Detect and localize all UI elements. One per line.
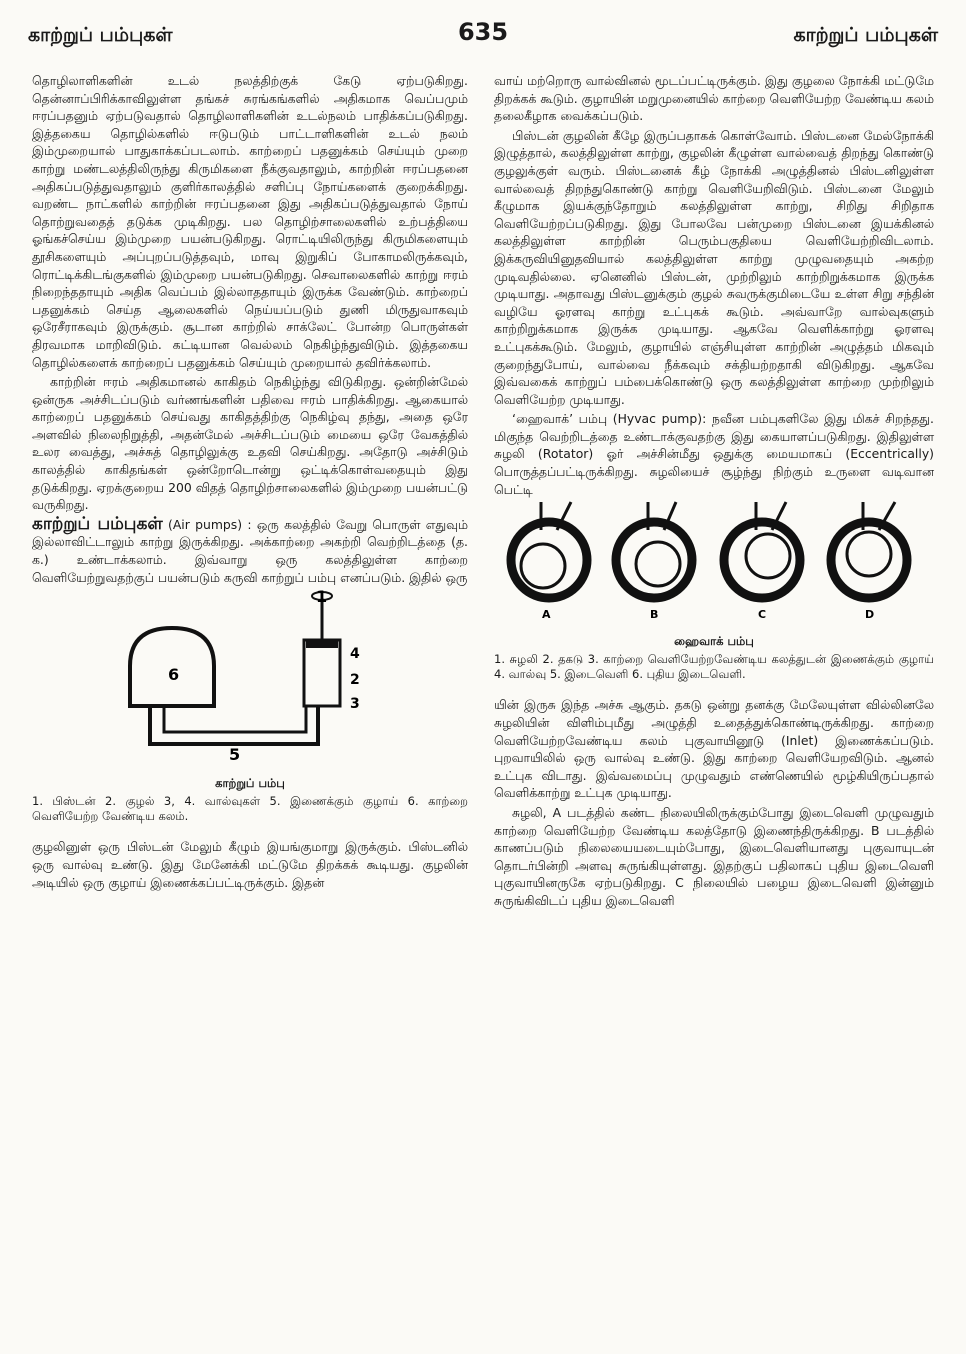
paragraph: காற்றின் ஈரம் அதிகமானல் காகிதம் நெகிழ்ந்து விடுகிறது. ஒன்றின்மேல் ஒன்ருக அச்சிடப்படும் வர்ணங்களின் பதிவை ஈரம் பாதிக்கிறது. ஆகையால் காற்றைப் பதனுக்கம் செய்வது காகிதத்திற்கு நெகிழ்வு தந்து, அதை ஒரே அளவில் நிலைநிறுத்தி, அதன்மேல் அச்சிடப்படும் மையை ஒரே வேகத்தில் உலர வைத்து, அச்சுத் தொழிலுக்கு உதவி செய்கிறது. அதோடு அச்சிடும் காலத்தில் காகிதங்கள் ஒன்றோடொன்று ஒட்டிக்கொள்வதையும் இது தடுக்கிறது. ஏறக்குறைய 200 விதத் தொழிற்சாலைகளில் இம்முறை பயன்பட்டு வருகிறது. bbox=[32, 374, 468, 513]
section-heading-english: (Air pumps) : bbox=[167, 516, 252, 532]
paragraph: ‘ஹைவாக்’ பம்பு (Hyvac pump): நவீன பம்புகளிலே இது மிகச் சிறந்தது. மிகுந்த வெற்றிடத்தை உண்டாக்குவதற்கு இது கையாளப்படுகிறது. இதிலுள்ள சுழலி (Rotator) ஓர் அச்சின்மீது ஒதுக்கு மையமாகப் (Eccentrically) பொருத்தப்பட்டிருக்கிறது. சுழலியைச் சூழ்ந்து நிற்கும் உருளை வடிவான பெட்டி bbox=[494, 411, 934, 497]
page-number: 635 bbox=[457, 18, 509, 46]
paragraph: பிஸ்டன் குழலின் கீழே இருப்பதாகக் கொள்வோம். பிஸ்டனை மேல்நோக்கி இழுத்தால், கலத்திலுள்ள காற்று, குழலின் கீழுள்ள வால்வைத் திறந்து கொண்டு குழலுக்குள் வரும். பிஸ்டனைக் கீழ் நோக்கி அழுத்தினல் பிஸ்டனிலுள்ள வால்வைத் திறந்துகொண்டு காற்று வெளியேறிவிடும். பிஸ்டனை மேலும் கீழுமாக இயக்குந்தோறும் கலத்திலுள்ள காற்று, சிறிது சிறிதாக வெளியேற்றப்படுகிறது. இது போலவே பன்முறை பிஸ்டனை இயக்கினல் கலத்திலுள்ள காற்றின் பெரும்பகுதியை வெளியேற்றிவிடலாம். இக்கருவியினுதவியால் கலத்திலுள்ள காற்று முழுவதையும் அகற்ற முடிவதில்லை. ஏனெனில் பிஸ்டன், முற்றிலும் காற்றிறுக்கமாக இருக்க முடியாது. அதாவது பிஸ்டனுக்கும் குழல் சுவருக்குமிடையே உள்ள சிறு சந்தின் வழியே ஓரளவு காற்று உட்புகக் கூடும். அவ்வாறே வால்வுகளும் காற்றிறுக்கமாக இருக்க முடியாது. ஆகவே வெளிக்காற்று ஓரளவு உட்புகக்கூடும். மேலும், குழாயில் எஞ்சியுள்ள காற்றின் அழுத்தம் மிகவும் குறைந்துபோய், வால்வை நீக்கவும் சக்தியற்றதாகி விடுகிறது. ஆகவே இவ்வகைக் காற்றுப் பம்பைக்கொண்டு ஒரு கலத்திலுள்ள காற்றை முற்றிலும் வெளியேற்ற முடியாது. bbox=[494, 127, 934, 407]
hyvac-pump-diagram bbox=[494, 500, 934, 624]
paragraph: சுழலி, A படத்தில் கண்ட நிலையிலிருக்கும்போது இடைவெளி முழுவதும் காற்றை வெளியேற்ற வேண்டிய கலத்தோடு இணைந்திருக்கிறது. B படத்தில் காணப்படும் நிலையையடையும்போது, இடைவெளியானது புகுவாயுடன் தொடர்பின்றி அளவு சுருங்கியுள்ளது. இதற்குப் பதிலாகப் புதிய இடைவெளி புகுவாயினருகே ஏற்படுகிறது. C நிலையில் பழைய இடைவெளி இன்னும் சுருங்கிவிடப் புதிய இடைவெளி bbox=[494, 805, 934, 908]
figure-label: 1 bbox=[316, 588, 328, 607]
running-title-right: காற்றுப் பம்புகள் bbox=[793, 24, 938, 46]
figure-label: 5 bbox=[229, 745, 241, 765]
section-paragraph bbox=[32, 513, 468, 586]
hyvac-pump-figure bbox=[494, 500, 934, 682]
figure-label: 6 bbox=[168, 665, 180, 685]
figure-sublabel: C bbox=[758, 608, 767, 622]
figure-label: 4 bbox=[350, 646, 360, 663]
paragraph-text: ஒரு கலத்தில் வேறு பொருள் எதுவும் இல்லாவிட்டாலும் காற்று இருக்கிறது. அக்காற்றை அகற்றி வெற்றிடத்தை (த. க.) உண்டாக்கலாம். இவ்வாறு ஒரு கலத்திலுள்ள காற்றை வெளியேற்றுவதற்குப் பயன்படும் கருவி காற்றுப் பம்பு எனப்படும். இதில் ஒரு bbox=[32, 516, 468, 585]
paragraph: தொழிலாளிகளின் உடல் நலத்திற்குக் கேடு ஏற்படுகிறது. தென்னாப்பிரிக்காவிலுள்ள தங்கச் சுரங்கங்களில் அதிகமாக வெப்பமும் ஈரப்பதனும் ஏற்படுவதால் தொழிலாளிகளின் உடல்நலம் பாதிக்கப்படுகிறது. இத்தகைய தொழில்களில் ஈடுபடும் பாட்டாளிகளின் உடல் நலம் இம்முறையால் பாதுகாக்கப்படலாம். காற்றைப் பதனுக்கம் செய்யும் முறை காற்று மண்டலத்திலிருந்து கிருமிகளை நீக்குவதாலும், காற்றின் ஈரப்பதனை அதிகப்படுத்துவதாலும் குளிர்காலத்தில் சளிப்பு நோய்களைக் குறைக்கிறது. வறண்ட நாட்களில் காற்றின் ஈரப்பதனை இது அதிகப்படுத்துவதால் நோய் தொற்றுவதைத் தடுக்க முடிகிறது. பல தொழிற்சாலைகளில் உற்பத்தியை ஓங்கச்செய்ய இம்முறை பயன்படுகிறது. ரொட்டியிலிருந்து கிருமிகளையும் தூசிகளையும் அப்புறப்படுத்தவும், மாவு இறுகிப் போகாமலிருக்கவும், ரொட்டிக்கிடங்குகளில் இம்முறை பயன்படுகிறது. செவாலைகளில் காற்று ஈரம் நிறைந்ததாயும் அதிக வெப்பம் இல்லாததாயும் இருக்க வேண்டும். காற்றைப் பதனுக்கம் செய்த ஆலைகளில் நெய்யப்படும் துணி மிருதுவாகவும் ஒரேசீராகவும் இருக்கும். சூடான காற்றில் சாக்லேட் போன்ற பொருள்கள் திரவமாக மாறிவிடும். கட்டியான வெல்லம் நெகிழ்ந்துவிடும். இத்தகைய தொழில்களைக் காற்றைப் பதனுக்கம் செய்யும் முறையால் தவிர்க்கலாம். bbox=[32, 73, 468, 370]
figure-sublabel: B bbox=[650, 608, 659, 622]
right-column bbox=[494, 72, 934, 912]
figure-label: 3 bbox=[350, 696, 360, 713]
air-pump-figure bbox=[32, 588, 468, 824]
figure-sublabel: A bbox=[542, 608, 551, 622]
left-column bbox=[32, 72, 468, 893]
page-header bbox=[28, 18, 938, 52]
figure-label: 2 bbox=[350, 672, 360, 689]
running-title-left: காற்றுப் பம்புகள் bbox=[28, 24, 173, 46]
figure-caption: காற்றுப் பம்பு bbox=[215, 775, 285, 790]
paragraph: யின் இருசு இந்த அச்சு ஆகும். தகடு ஒன்று தனக்கு மேலேயுள்ள வில்லினலே சுழலியின் விளிம்புமீது அழுத்தி உதைத்துக்கொண்டிருக்கிறது. காற்றை வெளியேற்றவேண்டிய கலம் புகுவாயினூடு (Inlet) இணைக்கப்படும். புறவாயிலில் ஒரு வால்வு உண்டு. இது காற்றை வெளியேறவிடும். ஆனல் உட்புக விடாது. இவ்வமைப்பு முழுவதும் எண்ணெயில் மூழ்கியிருப்பதால் வெளிக்காற்று உட்புக முடியாது. bbox=[494, 697, 934, 801]
figure-legend: 1. சுழலி 2. தகடு 3. காற்றை வெளியேற்றவேண்டிய கலத்துடன் இணைக்கும் குழாய் 4. வால்வு 5. இடைவெளி 6. புதிய இடைவெளி. bbox=[494, 652, 934, 682]
section-heading: காற்றுப் பம்புகள் bbox=[32, 513, 163, 534]
figure-caption: ஹைவாக் பம்பு bbox=[674, 633, 754, 648]
air-pump-diagram bbox=[32, 588, 468, 766]
paragraph: வாய் மற்றொரு வால்வினல் மூடப்பட்டிருக்கும். இது குழலை நோக்கி மட்டுமே திறக்கக் கூடும். குழாயின் மறுமுனையில் காற்றை வெளியேற்ற வேண்டிய கலம் தலைகீழாக வைக்கப்படும். bbox=[494, 73, 934, 124]
paragraph: குழலினுள் ஒரு பிஸ்டன் மேலும் கீழும் இயங்குமாறு இருக்கும். பிஸ்டனில் ஒரு வால்வு உண்டு. இது மேனேக்கி மட்டுமே திறக்கக் கூடியது. குழலின் அடியில் ஒரு குழாய் இணைக்கப்பட்டிருக்கும். இதன் bbox=[32, 839, 468, 890]
figure-sublabel: D bbox=[865, 608, 875, 622]
figure-legend: 1. பிஸ்டன் 2. குழல் 3, 4. வால்வுகள் 5. இணைக்கும் குழாய் 6. காற்றை வெளியேற்ற வேண்டிய கலம். bbox=[32, 794, 468, 824]
